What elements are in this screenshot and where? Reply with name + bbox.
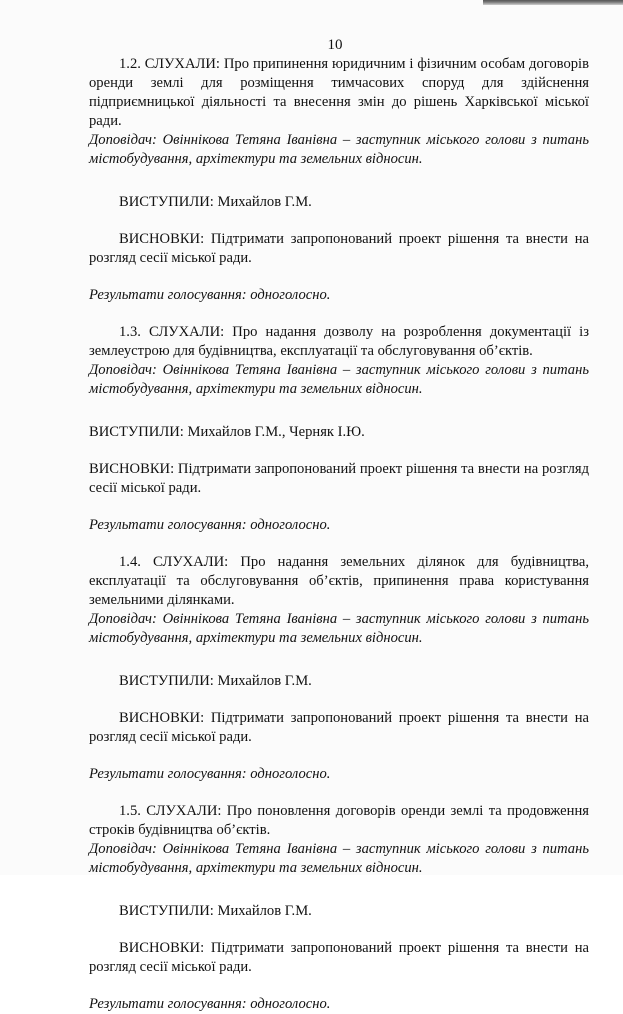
spoke-paragraph: ВИСТУПИЛИ: Михайлов Г.М. (119, 194, 312, 210)
heard-paragraph: 1.3. СЛУХАЛИ: Про надання дозволу на розроблення документації із землеустрою для будівництва, експлуатації та обслуговування об’єктів. (89, 324, 589, 359)
agenda-item-1-4 (89, 553, 589, 784)
page-number: 10 (327, 37, 343, 53)
speaker-paragraph: Доповідач: Овіннікова Тетяна Іванівна – заступник міського голови з питань містобудування, архітектури та земельних відносин. (89, 841, 589, 876)
heard-paragraph: 1.2. СЛУХАЛИ: Про припинення юридичним і фізичним особам договорів оренди землі для розміщення тимчасових споруд для здійснення підприємницької діяльності та внесення змін до рішень Харківської міської ради. (89, 56, 589, 129)
scan-edge-shadow (483, 0, 623, 5)
voting-result: Результати голосування: одноголосно. (89, 996, 331, 1012)
speaker-paragraph: Доповідач: Овіннікова Тетяна Іванівна – заступник міського голови з питань містобудування, архітектури та земельних відносин. (89, 132, 589, 167)
heard-paragraph: 1.4. СЛУХАЛИ: Про надання земельних ділянок для будівництва, експлуатації та обслуговування об’єктів, припинення права користування земельними ділянками. (89, 554, 589, 608)
voting-result: Результати голосування: одноголосно. (89, 517, 331, 533)
speaker-paragraph: Доповідач: Овіннікова Тетяна Іванівна – заступник міського голови з питань містобудування, архітектури та земельних відносин. (89, 362, 589, 397)
agenda-item-1-3 (89, 323, 589, 535)
voting-result: Результати голосування: одноголосно. (89, 766, 331, 782)
spoke-paragraph: ВИСТУПИЛИ: Михайлов Г.М. (119, 903, 312, 919)
agenda-item-1-5 (89, 802, 589, 1014)
minutes-content (89, 55, 589, 1014)
conclusions-paragraph: ВИСНОВКИ: Підтримати запропонований проект рішення та внести на розгляд сесії міської ради. (89, 940, 589, 975)
heard-paragraph: 1.5. СЛУХАЛИ: Про поновлення договорів оренди землі та продовження строків будівництва об’єктів. (89, 803, 589, 838)
agenda-item-1-2 (89, 55, 589, 305)
spoke-paragraph: ВИСТУПИЛИ: Михайлов Г.М., Черняк І.Ю. (89, 424, 365, 440)
conclusions-paragraph: ВИСНОВКИ: Підтримати запропонований проект рішення та внести на розгляд сесії міської ради. (89, 710, 589, 745)
conclusions-paragraph: ВИСНОВКИ: Підтримати запропонований проект рішення та внести на розгляд сесії міської ради. (89, 231, 589, 266)
voting-result: Результати голосування: одноголосно. (89, 287, 331, 303)
spoke-paragraph: ВИСТУПИЛИ: Михайлов Г.М. (119, 673, 312, 689)
conclusions-paragraph: ВИСНОВКИ: Підтримати запропонований проект рішення та внести на розгляд сесії міської ради. (89, 461, 589, 496)
speaker-paragraph: Доповідач: Овіннікова Тетяна Іванівна – заступник міського голови з питань містобудування, архітектури та земельних відносин. (89, 611, 589, 646)
